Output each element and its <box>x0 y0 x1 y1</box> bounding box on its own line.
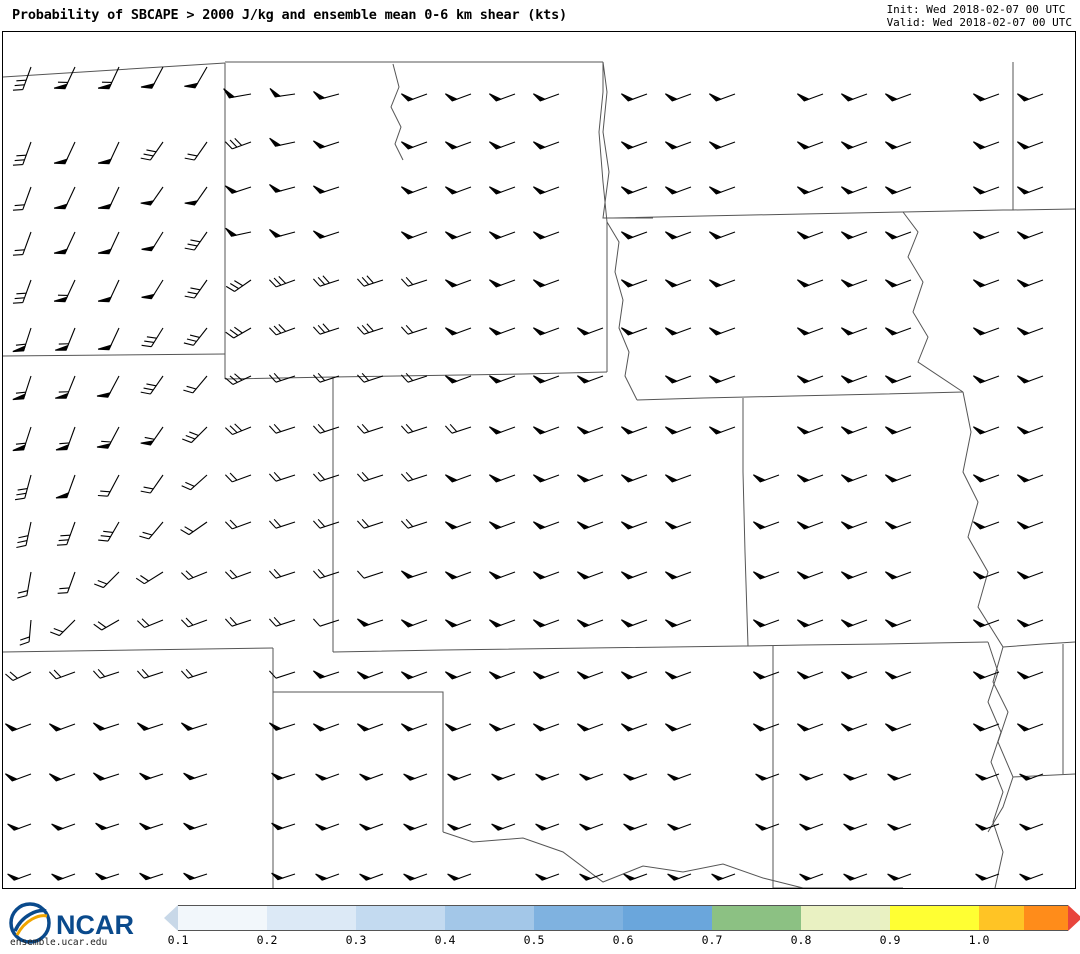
colorbar-segment <box>267 905 356 931</box>
figure-footer <box>0 893 1080 954</box>
colorbar-tick-label: 0.5 <box>523 933 545 947</box>
colorbar-segment <box>712 905 801 931</box>
colorbar-tick-label: 0.6 <box>612 933 634 947</box>
colorbar-tick-label: 0.8 <box>790 933 812 947</box>
valid-time: Valid: Wed 2018-02-07 00 UTC <box>886 16 1072 29</box>
wind-barb-field <box>5 62 1043 882</box>
colorbar-segment <box>1024 905 1068 931</box>
colorbar-segment <box>178 905 267 931</box>
colorbar-tick-label: 0.4 <box>434 933 456 947</box>
ncar-logo-text: NCAR <box>56 910 134 940</box>
map-graphic <box>3 32 1075 888</box>
timestamp-block <box>887 3 1072 29</box>
colorbar-tick-label: 0.9 <box>879 933 901 947</box>
ncar-url: ensemble.ucar.edu <box>10 937 108 948</box>
colorbar-tick-label: 0.1 <box>167 933 189 947</box>
figure-header <box>0 0 1080 30</box>
colorbar <box>167 905 1068 947</box>
colorbar-segment <box>979 905 1024 931</box>
colorbar-tick-label: 0.7 <box>701 933 723 947</box>
colorbar-segment <box>356 905 445 931</box>
colorbar-tick-label: 0.2 <box>256 933 278 947</box>
colorbar-extend-high <box>1068 905 1080 931</box>
colorbar-tick-label: 0.3 <box>345 933 367 947</box>
init-time: Init: Wed 2018-02-07 00 UTC <box>886 3 1066 16</box>
colorbar-segment <box>534 905 623 931</box>
colorbar-segment <box>890 905 979 931</box>
state-boundaries <box>3 62 1075 888</box>
colorbar-extend-low <box>164 905 178 931</box>
colorbar-segment <box>445 905 534 931</box>
map-panel <box>2 31 1076 889</box>
page-title: Probability of SBCAPE > 2000 J/kg and ensemble mean 0-6 km shear (kts) <box>12 7 567 23</box>
colorbar-segment <box>623 905 712 931</box>
colorbar-segment <box>801 905 890 931</box>
colorbar-tick-label: 1.0 <box>968 933 990 947</box>
